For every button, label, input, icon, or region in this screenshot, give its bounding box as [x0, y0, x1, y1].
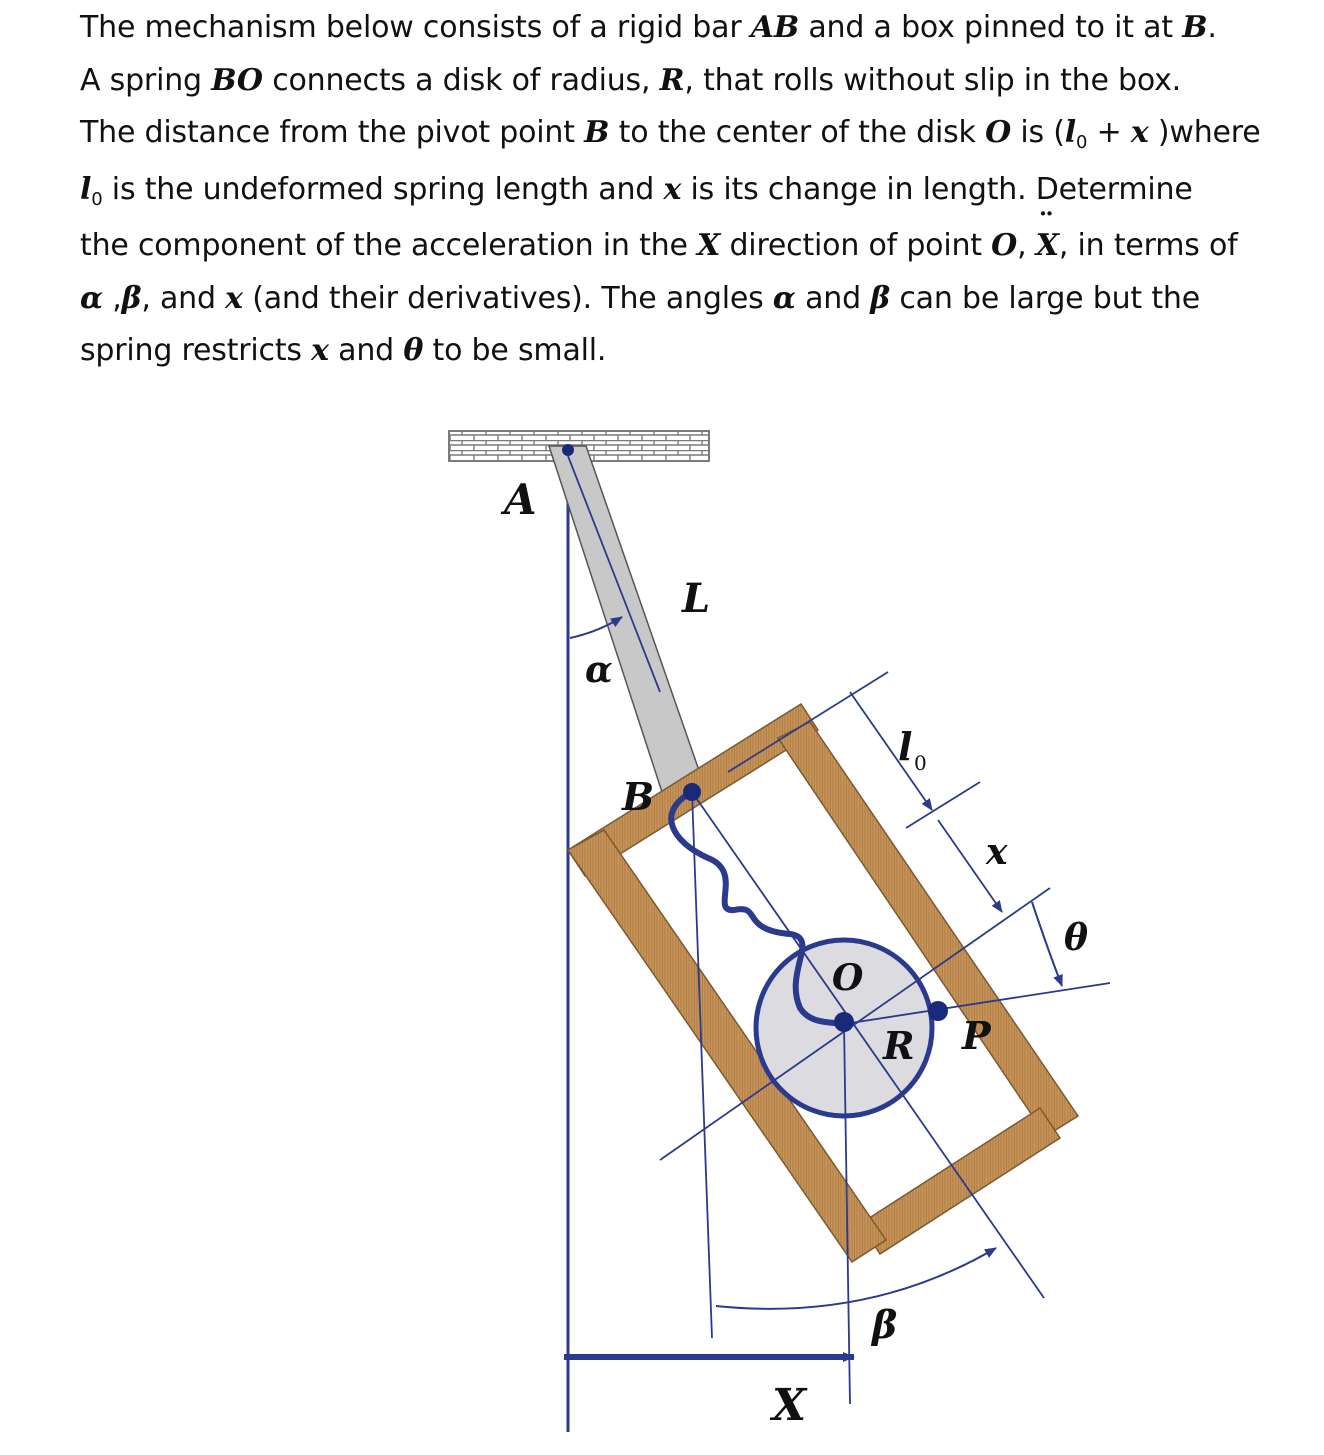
text-run: and a box pinned to it at [799, 10, 1183, 45]
text-run: to the center of the disk [609, 115, 986, 150]
text-run: to be small. [423, 333, 607, 368]
label-L: L [682, 575, 711, 622]
subscript-0: 0 [1075, 132, 1088, 153]
contact-P-point [928, 1001, 948, 1021]
math-var-AB: AB [750, 10, 800, 45]
math-var-x: x [1130, 115, 1149, 150]
text-run: spring restricts [80, 333, 312, 368]
math-var-R: R [659, 62, 685, 98]
text-run: , in terms of [1058, 228, 1238, 263]
text-run: + [1087, 115, 1131, 150]
text-run: and [795, 280, 871, 316]
math-var-X-double-dot: ¨ X [1036, 220, 1059, 273]
math-var-theta: θ [403, 333, 424, 368]
math-var-X: X [697, 228, 721, 263]
theta-angle-arc [1032, 902, 1062, 986]
math-var-x: x [663, 171, 682, 207]
text-run: is its change in length. Determine [681, 171, 1193, 207]
math-var-x: x [311, 333, 329, 368]
text-run: A spring [80, 62, 212, 98]
bar-axis-line [568, 456, 660, 692]
label-X: X [772, 1380, 807, 1431]
text-run: is the undeformed spring length and [102, 171, 664, 207]
text-run: )where [1148, 115, 1261, 150]
math-var-B: B [584, 115, 610, 150]
label-l0: l [898, 724, 913, 769]
label-O: O [832, 957, 864, 999]
math-var-O: O [985, 115, 1012, 150]
math-var-l: l [80, 171, 92, 207]
B-vertical-line [692, 792, 712, 1338]
label-beta: β [872, 1302, 898, 1347]
label-A: A [504, 475, 537, 524]
math-var-BO: BO [211, 62, 263, 98]
math-var-O: O [991, 228, 1018, 263]
text-run: , that rolls without slip in the box. [684, 62, 1181, 98]
label-R: R [883, 1023, 915, 1068]
label-x: x [986, 831, 1008, 873]
rigid-bar-AB [549, 446, 702, 792]
text-run: is ( [1011, 115, 1065, 150]
math-var-alpha: α [772, 280, 796, 316]
text-run: The distance from the pivot point [80, 115, 585, 150]
disk-center-O-point [834, 1012, 854, 1032]
text-run: . [1207, 10, 1217, 45]
math-var-x: x [225, 280, 243, 316]
label-alpha: α [585, 649, 613, 691]
label-P: P [962, 1013, 991, 1058]
pin-B-point [683, 783, 701, 801]
text-run: can be large but the [890, 280, 1200, 316]
label-B: B [622, 774, 655, 819]
text-run: connects a disk of radius, [262, 62, 660, 98]
text-run: , [1017, 228, 1036, 263]
box-bottom-plank [860, 1108, 1060, 1254]
math-var-alpha: α [80, 280, 103, 316]
text-run: , [102, 280, 122, 316]
subscript-0: 0 [91, 188, 103, 210]
math-var-B: B [1182, 10, 1208, 45]
text-run: and [328, 333, 404, 368]
text-run: , and [141, 280, 226, 316]
text-run: direction of point [720, 228, 992, 263]
math-var-beta: β [870, 280, 891, 316]
math-var-beta: β [121, 280, 142, 316]
text-run: the component of the acceleration in the [80, 228, 698, 263]
math-var-l: l [1064, 115, 1076, 150]
text-run: The mechanism below consists of a rigid bar [80, 10, 751, 45]
text-run: (and their derivatives). The angles [242, 280, 773, 316]
pivot-A-point [562, 444, 574, 456]
label-theta: θ [1064, 917, 1089, 959]
label-l0-subscript: 0 [914, 751, 927, 775]
